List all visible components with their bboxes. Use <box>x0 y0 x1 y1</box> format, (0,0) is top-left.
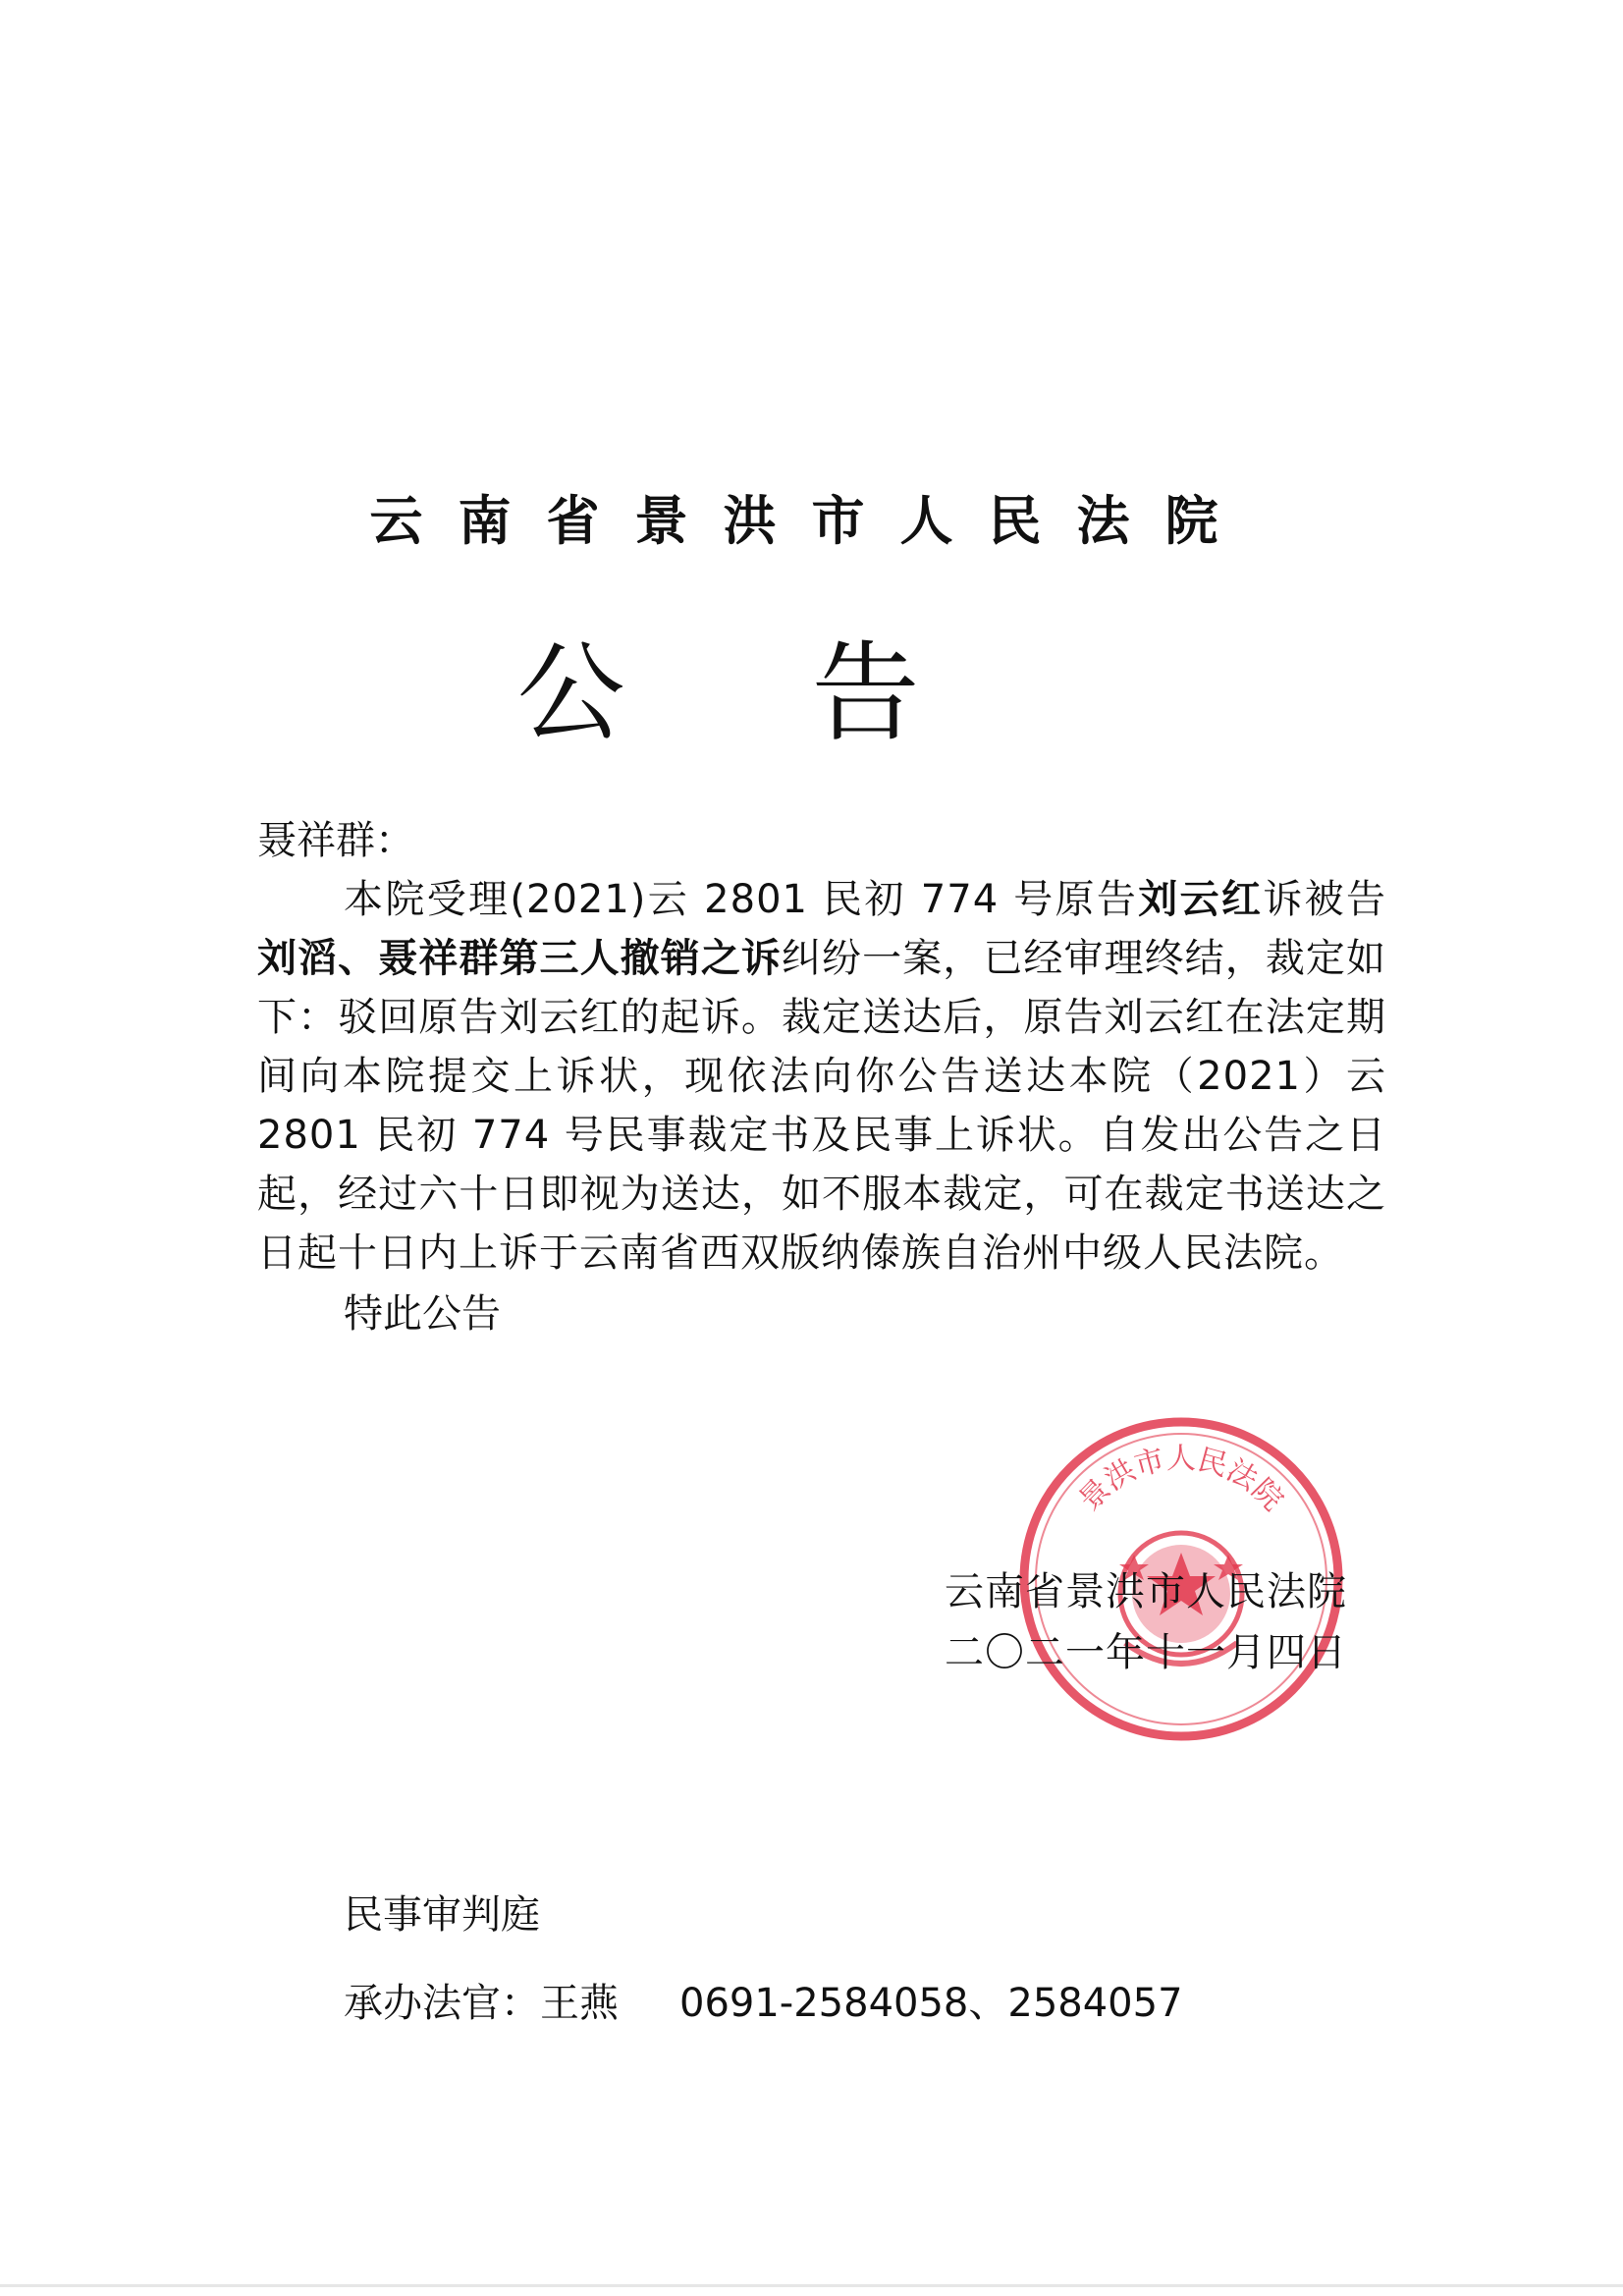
body-text-1: 本院受理(2021)云 2801 民初 774 号原告 <box>344 877 1139 922</box>
plaintiff-name: 刘云红 <box>1138 877 1264 922</box>
body-text-2: 诉被告 <box>1263 877 1387 922</box>
judge-line <box>344 1959 1183 2048</box>
signature-block <box>945 1561 1347 1683</box>
notice-body <box>257 811 1386 1343</box>
notice-paragraph <box>257 870 1386 1283</box>
contact-footer <box>344 1871 1183 2048</box>
signature-court: 云南省景洪市人民法院 <box>945 1569 1347 1614</box>
body-text-3: 纠纷一案，已经审理终结，裁定如下：驳回原告刘云红的起诉。裁定送达后，原告刘云红在法定期间向本院提交上诉状，现依法向你公告送达本院（2021）云 2801 民初 774 号民事裁定书及民事上诉状。自发出公告之日起，经过六十日即视为送达，如不服本裁定，可在裁定书送达之日起十日内上诉于云南省西双版纳傣族自治州中级人民法院。 <box>257 936 1387 1276</box>
addressee: 聂祥群： <box>257 818 414 863</box>
notice-title: 公告 <box>516 630 1107 756</box>
scan-edge-divider <box>0 2284 1623 2287</box>
phone-numbers: 0691-2584058、2584057 <box>679 1981 1183 2026</box>
judge-name: 承办法官：王燕 <box>344 1981 619 2026</box>
closing-phrase: 特此公告 <box>344 1291 501 1337</box>
division-name: 民事审判庭 <box>344 1892 540 1938</box>
case-parties: 刘滔、聂祥群第三人撤销之诉 <box>257 936 782 981</box>
signature-date: 二〇二一年十一月四日 <box>945 1630 1347 1675</box>
seal-text: 景洪市人民法院 <box>1072 1442 1290 1518</box>
court-heading: 云南省景洪市人民法院 <box>369 490 1254 552</box>
